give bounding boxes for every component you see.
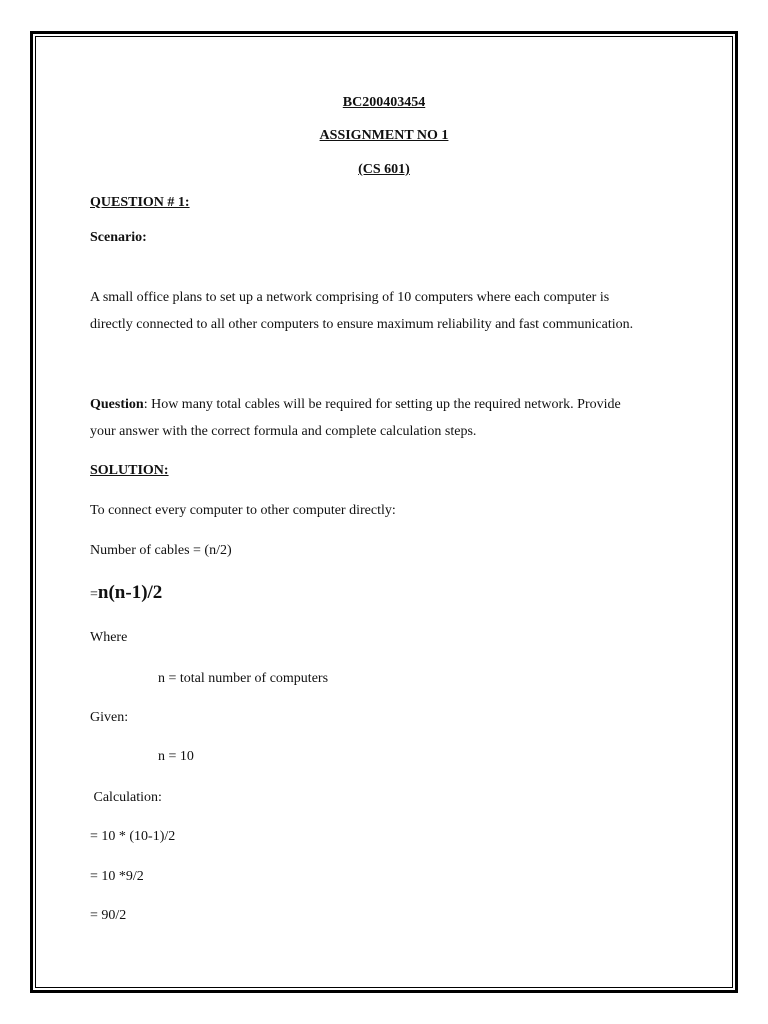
course-code: (CS 601) bbox=[358, 162, 410, 177]
where-definition: n = total number of computers bbox=[158, 671, 329, 686]
formula-equals: = bbox=[90, 587, 98, 602]
formula-expression: n(n-1)/2 bbox=[97, 582, 163, 603]
given-label: Given: bbox=[90, 710, 129, 725]
scenario-line-1: A small office plans to set up a network comprising of 10 computers where each computer is bbox=[90, 290, 610, 305]
question-label: Question bbox=[90, 397, 144, 412]
formula-text: Number of cables = (n/2) bbox=[90, 543, 232, 558]
given-value: n = 10 bbox=[158, 749, 194, 764]
question-text-line-2: your answer with the correct formula and complete calculation steps. bbox=[90, 424, 477, 439]
solution-heading: SOLUTION: bbox=[90, 463, 169, 478]
calc-step-1: = 10 * (10-1)/2 bbox=[90, 829, 176, 844]
question-text-line-1 bbox=[90, 396, 621, 414]
question-heading: QUESTION # 1: bbox=[90, 195, 190, 210]
calc-step-2: = 10 *9/2 bbox=[90, 869, 144, 884]
assignment-title: ASSIGNMENT NO 1 bbox=[319, 128, 449, 143]
scenario-line-2: directly connected to all other computers to ensure maximum reliability and fast communication. bbox=[90, 317, 634, 332]
scenario-label: Scenario: bbox=[90, 230, 147, 245]
calculation-label: Calculation: bbox=[90, 790, 162, 805]
where-label: Where bbox=[90, 630, 128, 645]
solution-intro: To connect every computer to other computer directly: bbox=[90, 503, 396, 518]
formula-display bbox=[90, 581, 162, 607]
student-id: BC200403454 bbox=[342, 95, 426, 110]
question-text: : How many total cables will be required for setting up the required network. Provide bbox=[143, 397, 621, 412]
calc-step-3: = 90/2 bbox=[90, 908, 127, 923]
